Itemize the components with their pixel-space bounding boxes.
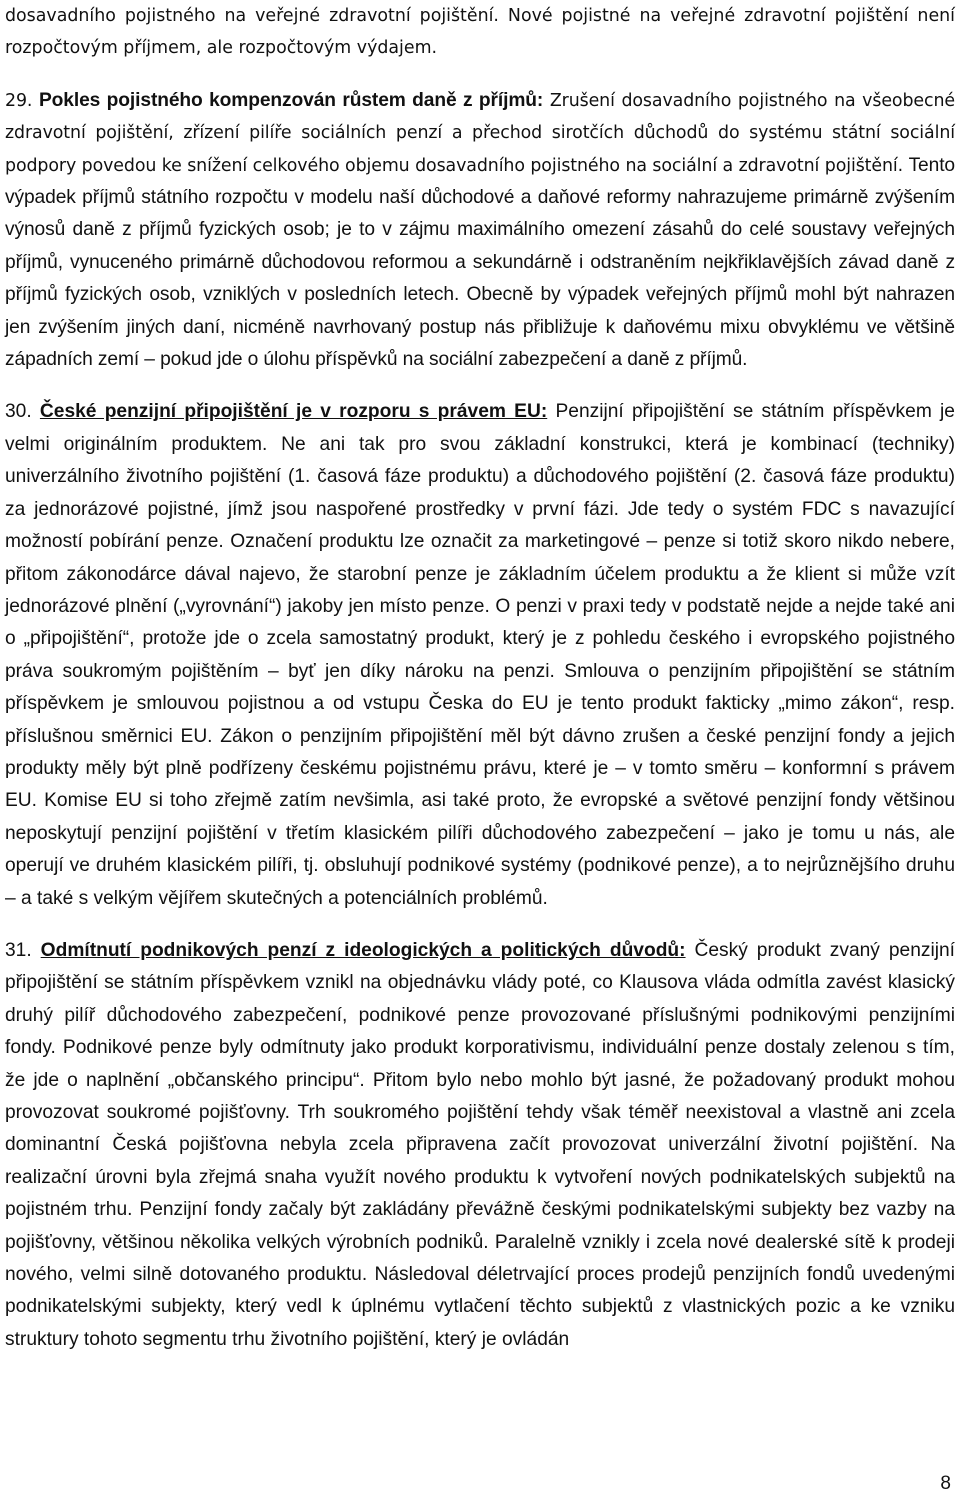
page-number: 8: [940, 1473, 951, 1494]
paragraph-gap: [5, 65, 955, 85]
section-30: [5, 396, 955, 915]
section-29: [5, 85, 955, 377]
section-31-body: Český produkt zvaný penzijní připojištění se státním příspěvkem vznikl na objednávku vlády poté, co Klausova vláda odmítla zavést klasický druhý pilíř důchodového zabezpečení, podnikové penze provozované příslušnými podnikovými penzijními fondy. Podnikové penze byly odmítnuty jako produkt korporativismu, individuální penze dostaly zelenou s tím, že jde o naplnění „občanského principu“. Přitom bylo nebo mohlo být jasné, že požadovaný produkt mohou provozovat soukromé pojišťovny. Trh soukromého pojištění tehdy však téměř neexistoval a vlastně ani zcela dominantní Česká pojišťovna nebyla zcela připravena začít provozovat univerzální životní pojištění. Na realizační úrovni byla zřejmá snaha využít nového produktu k vytvoření nových podnikatelských subjektů na pojistném trhu. Penzijní fondy začaly být zakládány převážně českými podnikatelskými subjekty bez vazby na pojišťovny, většinou několika velkých výrobních podniků. Paralelně vznikly i zcela nové dealerské sítě k prodeji nového, velmi silně dotovaného produktu. Následoval déletrvající proces prodejů penzijních fondů uvedenými podnikatelskými subjekty, který vedl k úplnému vytlačení těchto subjektů z vlastnických pozic a ke vzniku struktury tohoto segmentu trhu životního pojištění, který je ovládán: [5, 939, 956, 1350]
section-29-heading: Pokles pojistného kompenzován růstem daně z příjmů:: [38, 89, 544, 111]
paragraph-gap: [5, 915, 955, 935]
section-31-heading: Odmítnutí podnikových penzí z ideologických a politických důvodů:: [40, 939, 686, 961]
section-30-number: 30.: [5, 401, 32, 423]
section-31: [5, 935, 955, 1356]
section-29-body-condensed: Zrušení dosavadního pojistného na všeobecné zdravotní pojištění, zřízení pilíře sociálních penzí a přechod sirotčích důchodů do systému státní sociální podpory povedou ke snížení celkového objemu dosavadního pojistného na sociální a zdravotní pojištění.: [5, 90, 955, 176]
paragraph-gap: [5, 376, 955, 396]
document-page: [5, 0, 955, 1356]
intro-paragraph: [5, 0, 955, 65]
section-29-number: 29.: [5, 90, 33, 111]
intro-text: dosavadního pojistného na veřejné zdravotní pojištění. Nové pojistné na veřejné zdravotní pojištění není rozpočtovým příjmem, ale rozpočtovým výdajem.: [5, 6, 955, 59]
section-30-body: Penzijní připojištění se státním příspěvkem je velmi originálním produktem. Ne ani tak pro svou základní konstrukci, která je kombinací (techniky) univerzálního životního pojištění (1. časová fáze produktu) a důchodového pojištění (2. časová fáze produktu) za jednorázové pojistné, jímž jsou naspořené prostředky v první fázi. Jde tedy o systém FDC s navazující možností pobírání penze. Označení produktu lze označit za marketingové – penze si totiž skoro nikdo nebere, přitom zákonodárce dával najevo, že starobní penze je základním účelem produktu a že klient si může vzít jednorázové plnění („vyrovnání“) jakoby jen místo penze. O penzi v praxi tedy v podstatě nejde a nejde také ani o „připojištění“, protože jde o zcela samostatný produkt, který je z pohledu českého i evropského pojistného práva soukromým pojištěním – byť jen díky nároku na penzi. Smlouva o penzijním připojištění se státním příspěvkem je smlouvou pojistnou a od vstupu Česka do EU je tento produkt fakticky „mimo zákon“, resp. příslušnou směrnici EU. Zákon o penzijním připojištění měl být dávno zrušen a české penzijní fondy a jejich produkty měly být plně podřízeny českému pojistnému právu, které je – v tomto směru – konformní s právem EU. Komise EU si toho zřejmě zatím nevšimla, asi také proto, že evropské a světové penzijní fondy většinou neposkytují penzijní pojištění v třetím klasickém pilíři důchodového zabezpečení – jako je tomu u nás, ale operují ve druhém klasickém pilíři, tj. obsluhují podnikové systémy (podnikové penze), a to nejrůznějšího druhu – a také s velkým vějířem skutečných a potenciálních problémů.: [5, 401, 955, 909]
section-29-body: Tento výpadek příjmů státního rozpočtu v modelu naší důchodové a daňové reformy nahrazujeme primárně zvýšením výnosů daně z příjmů fyzických osob; je to v zájmu maximálního omezení zásahů do celé soustavy veřejných příjmů, vynuceného primárně důchodovou reformou a sekundárně i odstraněním nejkřiklavějších závad daně z příjmů fyzických osob, vzniklých v posledních letech. Obecně by výpadek veřejných příjmů mohl být nahrazen jen zvýšením jiných daní, nicméně navrhovaný postup nás přibližuje k daňovému mixu obvyklému ve většině západních zemí – pokud jde o úlohu příspěvků na sociální zabezpečení a daně z příjmů.: [5, 154, 955, 371]
section-30-heading: České penzijní připojištění je v rozporu s právem EU:: [39, 401, 548, 423]
section-31-number: 31.: [5, 939, 32, 961]
